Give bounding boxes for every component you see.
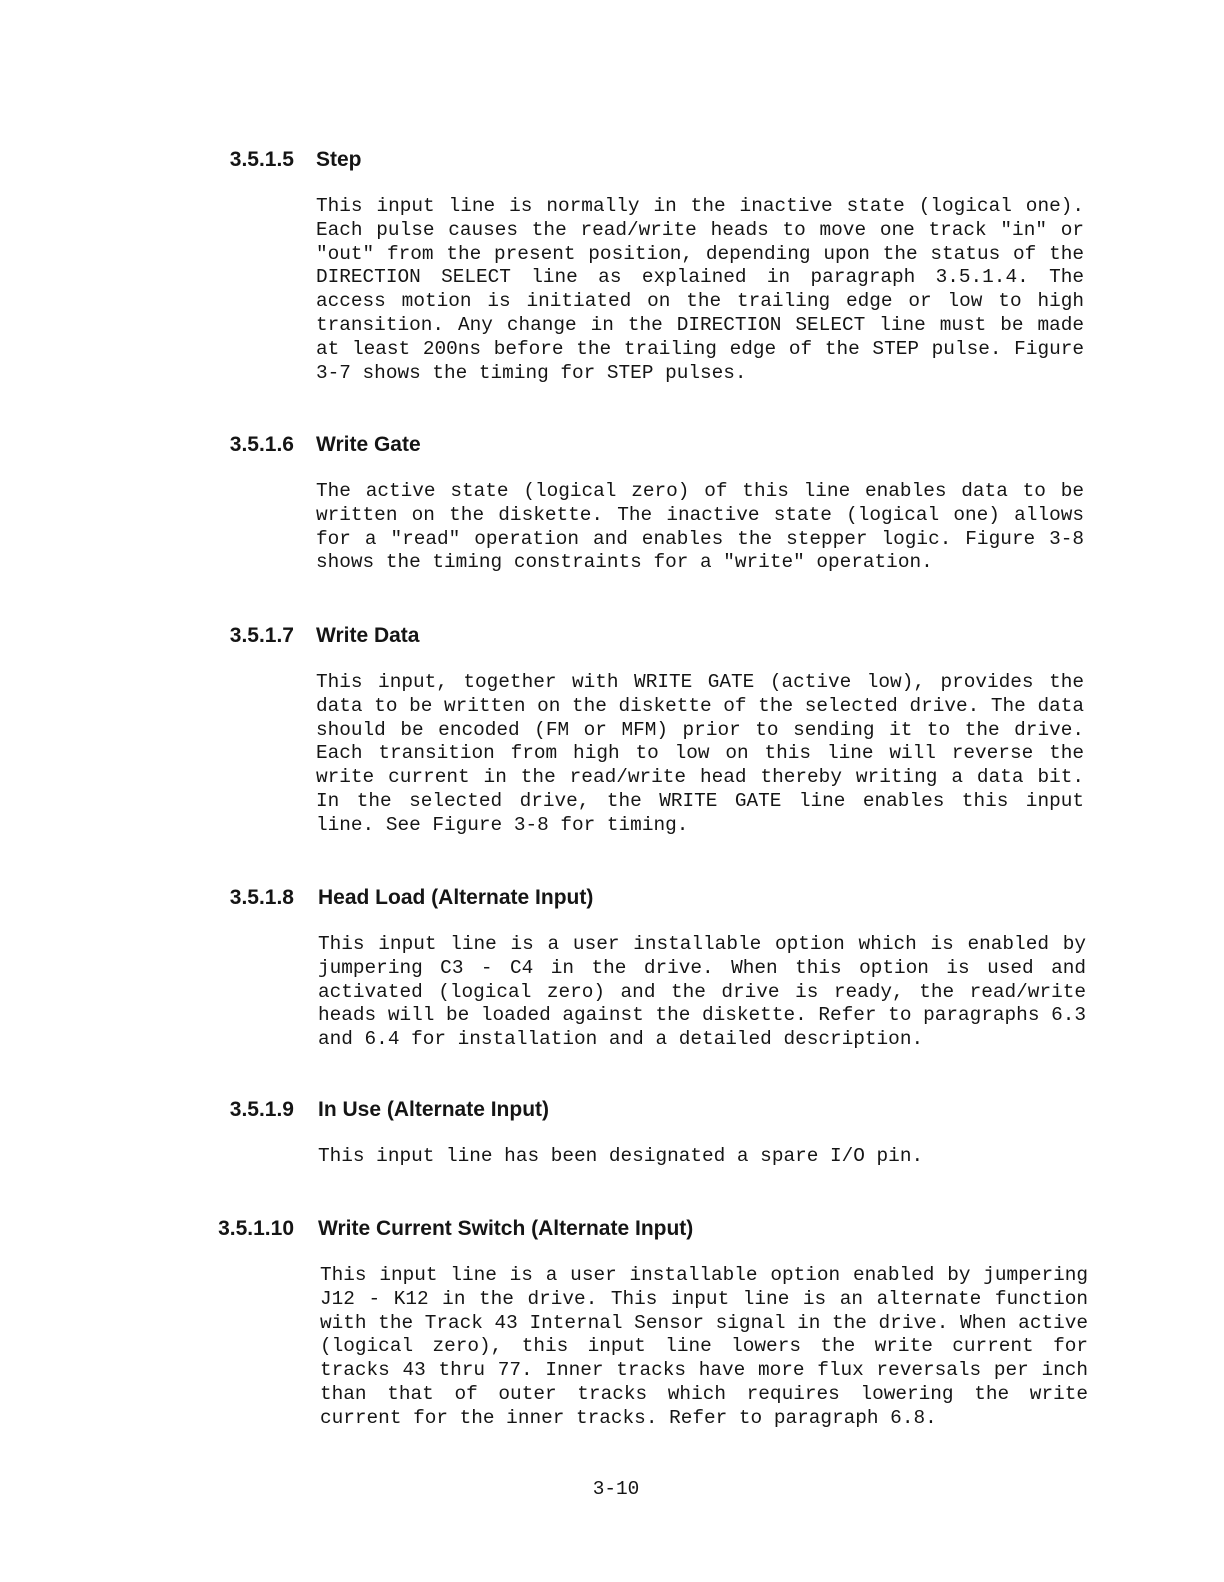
section-body: This input line is a user installable option enabled by jumpering J12 - K12 in the drive. This input line is an alternate function with the Track 43 Internal Sensor signal in the drive. When active (logical zero), this input line lowers the write current for tracks 43 thru 77. Inner tracks have more flux reversals per inch than that of outer tracks which requires lowering the write current for the inner tracks. Refer to paragraph 6.8. xyxy=(320,1264,1088,1429)
section-body: This input line is normally in the inactive state (logical one). Each pulse causes the read/write heads to move one track "in" or "out" from the present position, depending upon the status of the DIRECTION SELECT line as explained in paragraph 3.5.1.4. The access motion is initiated on the trailing edge or low to high transition. Any change in the DIRECTION SELECT line must be made at least 200ns before the trailing edge of the STEP pulse. Figure 3-7 shows the timing for STEP pulses. xyxy=(316,195,1084,384)
section-number: 3.5.1.10 xyxy=(218,1217,294,1240)
section-title: In Use (Alternate Input) xyxy=(318,1098,550,1121)
section-title: Write Data xyxy=(316,624,420,647)
section-body: This input line has been designated a spare I/O pin. xyxy=(318,1145,924,1167)
section-title: Write Current Switch (Alternate Input) xyxy=(318,1217,694,1240)
section-title: Write Gate xyxy=(316,433,421,456)
section-number: 3.5.1.6 xyxy=(229,433,294,456)
section-body: This input, together with WRITE GATE (active low), provides the data to be written on the diskette of the selected drive. The data should be encoded (FM or MFM) prior to sending it to the drive. Each transition from high to low on this line will reverse the write current in the read/write head thereby writing a data bit. In the selected drive, the WRITE GATE line enables this input line. See Figure 3-8 for timing. xyxy=(316,671,1084,836)
section-body: The active state (logical zero) of this line enables data to be written on the diskette. The inactive state (logical one) allows for a "read" operation and enables the stepper logic. Figure 3-8 shows the timing constraints for a "write" operation. xyxy=(316,480,1084,574)
section-body: This input line is a user installable option which is enabled by jumpering C3 - C4 in the drive. When this option is used and activated (logical zero) and the drive is ready, the read/write heads will be loaded against the diskette. Refer to paragraphs 6.3 and 6.4 for installation and a detailed description. xyxy=(318,933,1086,1051)
section-number: 3.5.1.9 xyxy=(229,1098,294,1121)
section-title: Head Load (Alternate Input) xyxy=(318,886,594,909)
page-number: 3-10 xyxy=(592,1478,640,1500)
section-number: 3.5.1.5 xyxy=(229,148,294,171)
section-number: 3.5.1.7 xyxy=(229,624,294,647)
section-number: 3.5.1.8 xyxy=(229,886,294,909)
section-title: Step xyxy=(316,148,362,171)
